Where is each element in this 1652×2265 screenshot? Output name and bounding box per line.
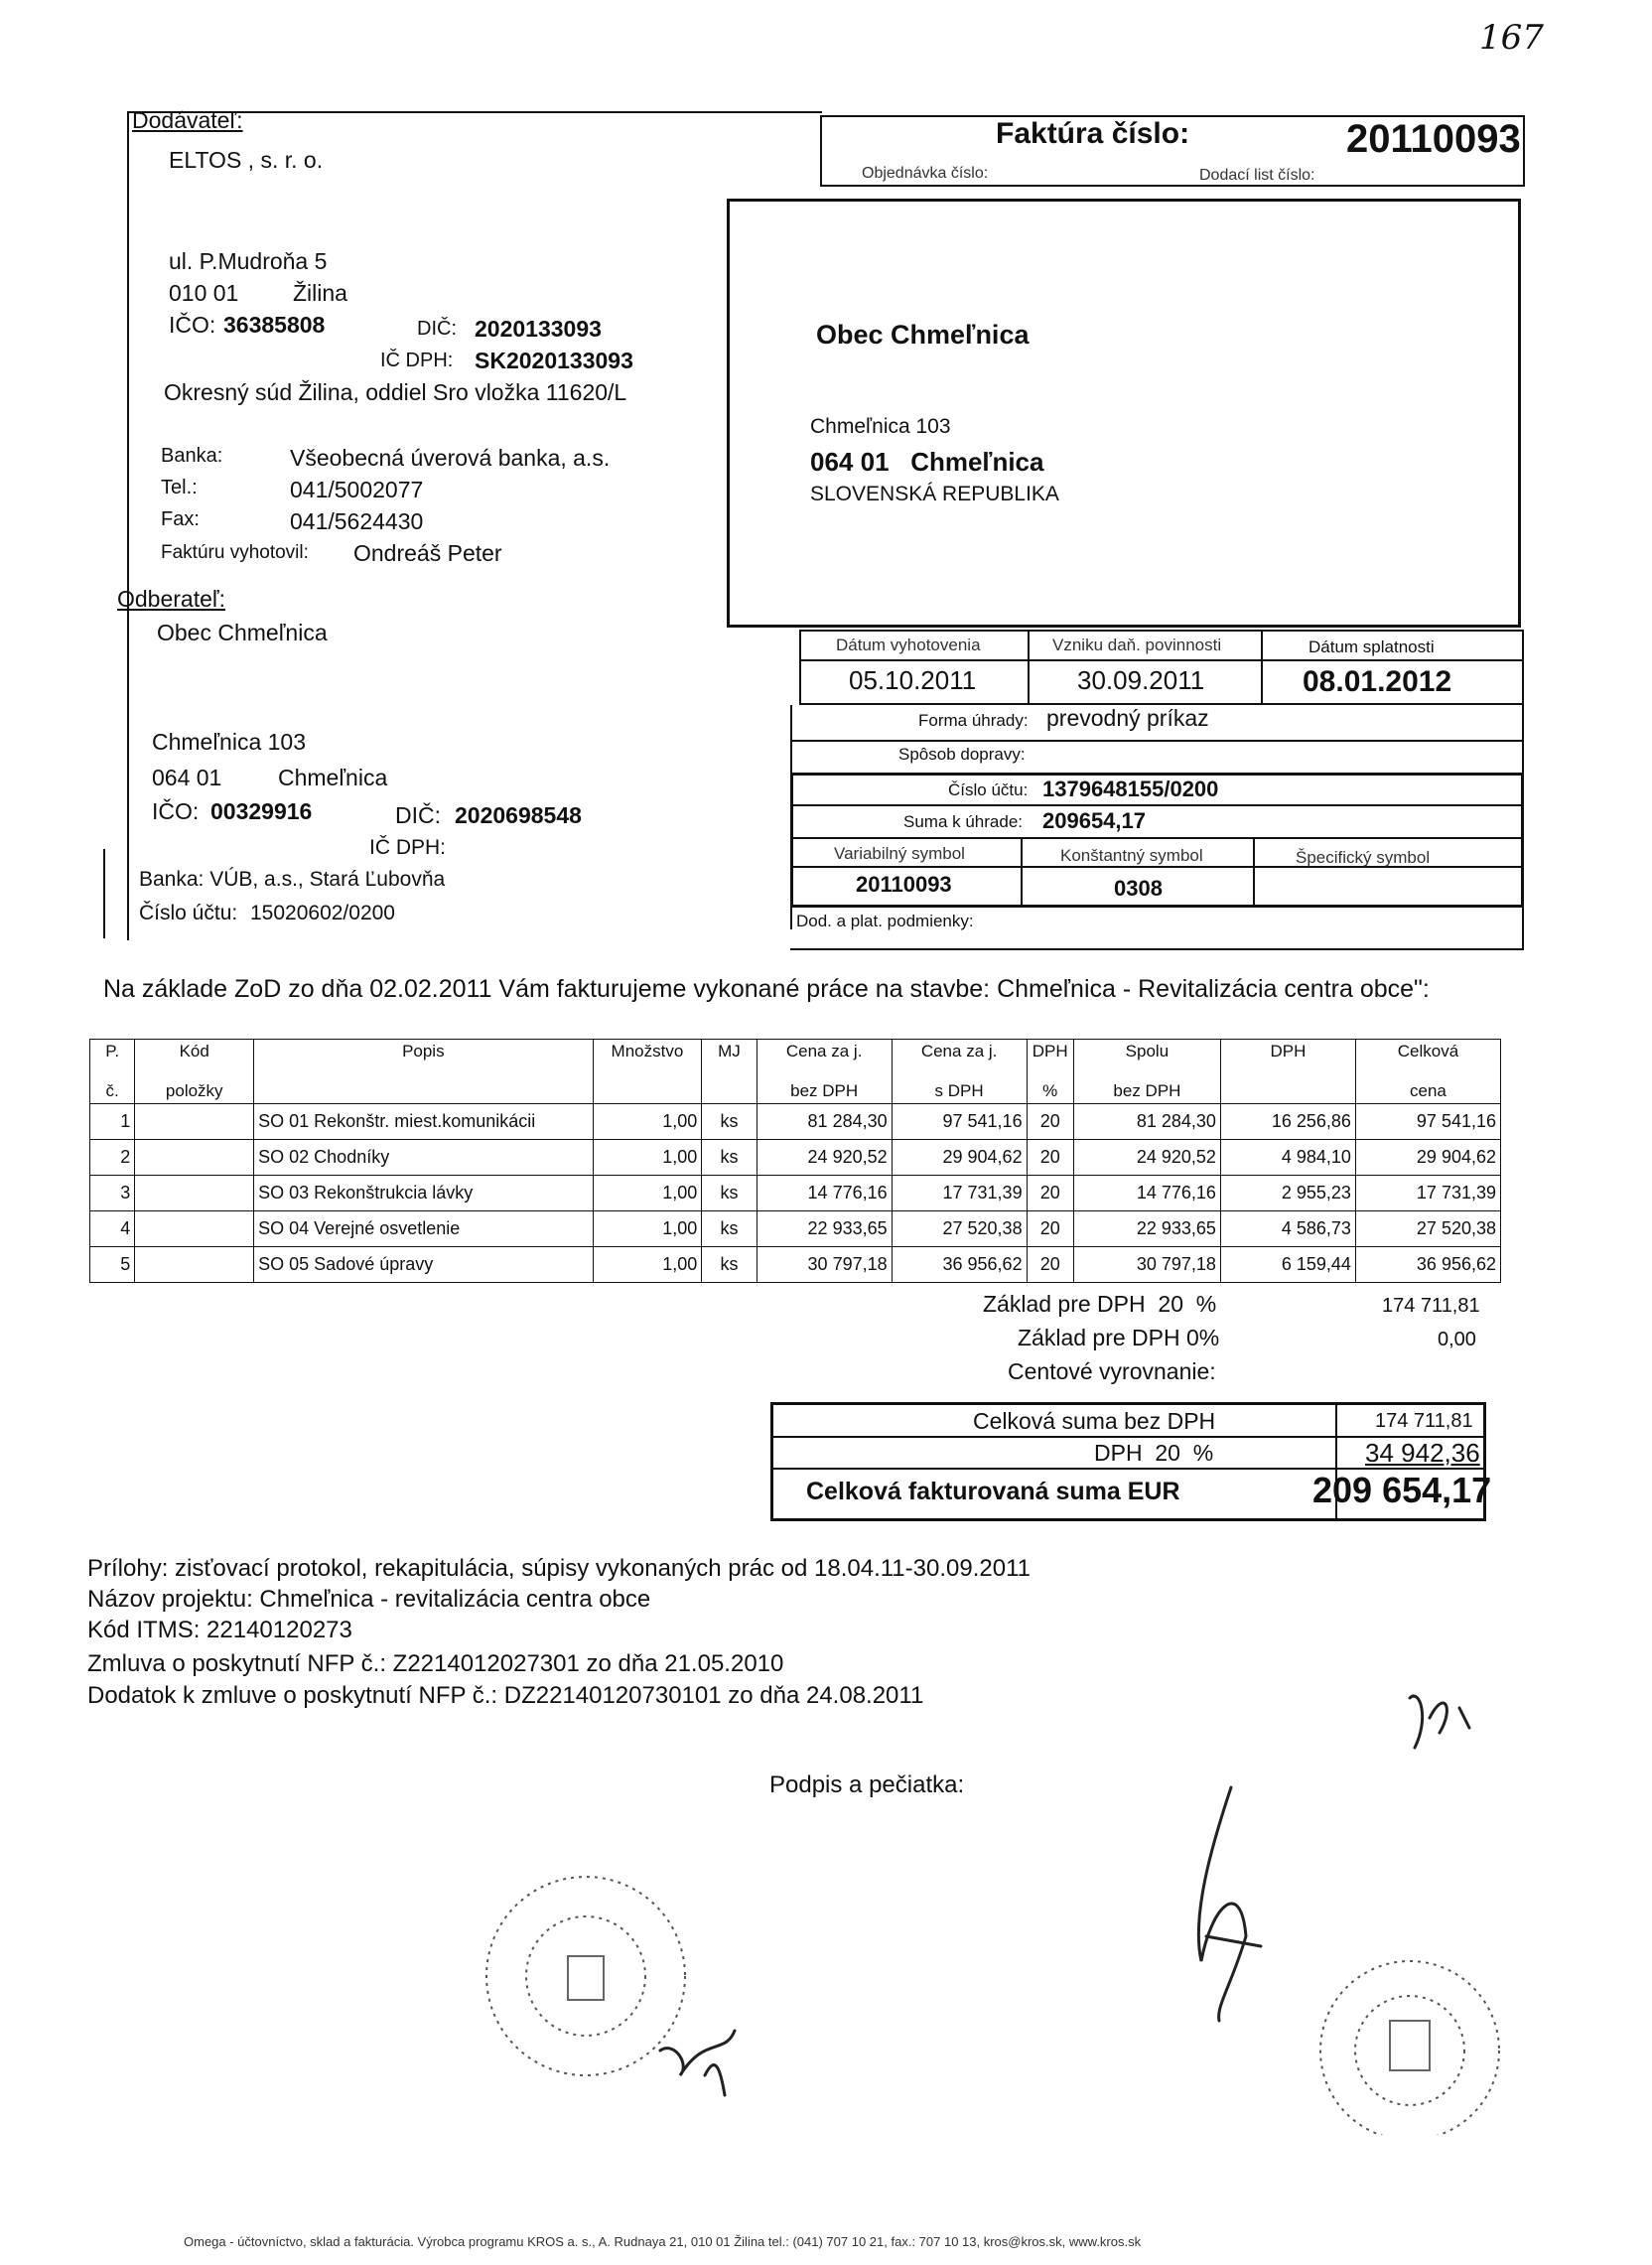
row-pct: 20 bbox=[1027, 1211, 1073, 1247]
main-signature bbox=[1198, 1787, 1261, 2021]
customer-ico-label: IČO: bbox=[152, 798, 200, 824]
row-celkova: 27 520,38 bbox=[1355, 1211, 1500, 1247]
signature-and-stamps bbox=[477, 1678, 1529, 2135]
row-cena-s: 29 904,62 bbox=[892, 1140, 1027, 1176]
payment-method-label: Forma úhrady: bbox=[918, 711, 1029, 730]
row-spolu: 24 920,52 bbox=[1073, 1140, 1220, 1176]
due-date-label: Dátum splatnosti bbox=[1308, 637, 1435, 656]
gross-label: Celková fakturovaná suma EUR bbox=[806, 1478, 1180, 1505]
customer-dic: 2020698548 bbox=[455, 802, 582, 828]
left-stamp-emblem bbox=[568, 1956, 604, 2000]
row-pct: 20 bbox=[1027, 1104, 1073, 1140]
row-p: 1 bbox=[90, 1104, 135, 1140]
row-popis: SO 01 Rekonštr. miest.komunikácii bbox=[254, 1104, 593, 1140]
supplier-name: ELTOS , s. r. o. bbox=[169, 147, 324, 173]
col-kod: Kód položky bbox=[135, 1040, 254, 1104]
due-date: 08.01.2012 bbox=[1303, 665, 1452, 698]
vat-value: 34 942,36 bbox=[1365, 1438, 1480, 1468]
page-mark: 167 bbox=[1479, 18, 1544, 58]
col-cena-bez: Cena za j. bez DPH bbox=[757, 1040, 892, 1104]
note-amendment: Dodatok k zmluve o poskytnutí NFP č.: DZ22140120730101 zo dňa 24.08.2011 bbox=[87, 1682, 924, 1709]
row-spolu: 14 776,16 bbox=[1073, 1176, 1220, 1211]
supplier-icdph-label: IČ DPH: bbox=[380, 350, 454, 371]
items-table bbox=[89, 1039, 1501, 1283]
order-label: Objednávka číslo: bbox=[862, 165, 989, 182]
customer-icdph-label: IČ DPH: bbox=[369, 836, 447, 859]
terms-label: Dod. a plat. podmienky: bbox=[796, 912, 974, 930]
net-label: Celková suma bez DPH bbox=[973, 1408, 1216, 1434]
customer-dic-label: DIČ: bbox=[395, 802, 441, 828]
recipient-zip-city: 064 01 Chmeľnica bbox=[810, 447, 1044, 477]
payment-method: prevodný príkaz bbox=[1046, 705, 1209, 731]
row-mnozstvo: 1,00 bbox=[593, 1104, 702, 1140]
table-row bbox=[90, 1104, 1501, 1140]
supplier-ico-label: IČO: bbox=[169, 312, 216, 338]
row-popis: SO 03 Rekonštrukcia lávky bbox=[254, 1176, 593, 1211]
dates-sep-v1 bbox=[1028, 630, 1030, 705]
row-pct: 20 bbox=[1027, 1247, 1073, 1283]
footer-software: Omega - účtovníctvo, sklad a fakturácia. Výrobca programu KROS a. s., A. Rudnaya 21, 010 01 Žilina tel.: (041) 707 10 21, fax.: 707 10 13, kros@kros.sk, www.kros.sk bbox=[184, 2234, 1142, 2249]
row-mj: ks bbox=[702, 1176, 757, 1211]
issue-date-label: Dátum vyhotovenia bbox=[836, 636, 981, 654]
base0-value: 0,00 bbox=[1438, 1329, 1476, 1350]
row-mj: ks bbox=[702, 1247, 757, 1283]
table-row bbox=[90, 1140, 1501, 1176]
row-mnozstvo: 1,00 bbox=[593, 1176, 702, 1211]
row-p: 5 bbox=[90, 1247, 135, 1283]
invoice-title: Faktúra číslo: bbox=[996, 117, 1190, 150]
row-mnozstvo: 1,00 bbox=[593, 1247, 702, 1283]
supplier-fax-label: Fax: bbox=[161, 508, 200, 530]
row-cena-bez: 14 776,16 bbox=[757, 1176, 892, 1211]
intro-text: Na základe ZoD zo dňa 02.02.2011 Vám fakturujeme vykonané práce na stavbe: Chmeľnica - Revitalizácia centra obce": bbox=[103, 975, 1430, 1003]
payment-sep-2 bbox=[790, 804, 1524, 806]
payment-frame-bottom bbox=[790, 948, 1524, 950]
customer-city: Chmeľnica bbox=[278, 765, 388, 790]
recipient-box bbox=[727, 199, 1521, 628]
row-cena-s: 17 731,39 bbox=[892, 1176, 1027, 1211]
row-cena-bez: 30 797,18 bbox=[757, 1247, 892, 1283]
row-mj: ks bbox=[702, 1140, 757, 1176]
row-kod bbox=[135, 1140, 254, 1176]
payment-sep-1 bbox=[790, 740, 1522, 742]
customer-ico: 00329916 bbox=[210, 798, 313, 824]
dates-sep-h bbox=[799, 659, 1524, 661]
customer-bank: Banka: VÚB, a.s., Stará Ľubovňa bbox=[139, 868, 446, 891]
col-cena-s: Cena za j. s DPH bbox=[892, 1040, 1027, 1104]
issue-date: 05.10.2011 bbox=[849, 665, 977, 695]
col-mj: MJ bbox=[702, 1040, 757, 1104]
row-mnozstvo: 1,00 bbox=[593, 1211, 702, 1247]
table-row bbox=[90, 1176, 1501, 1211]
supplier-street: ul. P.Mudroňa 5 bbox=[169, 248, 328, 274]
supplier-issued-by: Ondreáš Peter bbox=[353, 540, 502, 566]
row-cena-bez: 81 284,30 bbox=[757, 1104, 892, 1140]
row-pct: 20 bbox=[1027, 1140, 1073, 1176]
supplier-bank: Všeobecná úverová banka, a.s. bbox=[290, 445, 611, 471]
supplier-tel: 041/5002077 bbox=[290, 477, 424, 502]
row-cena-s: 97 541,16 bbox=[892, 1104, 1027, 1140]
col-popis: Popis bbox=[254, 1040, 593, 1104]
net-value: 174 711,81 bbox=[1375, 1410, 1473, 1432]
right-stamp bbox=[1320, 1961, 1499, 2135]
symbol-sep-v1 bbox=[1021, 837, 1023, 908]
shipping-label: Spôsob dopravy: bbox=[898, 745, 1026, 764]
row-kod bbox=[135, 1211, 254, 1247]
row-cena-s: 27 520,38 bbox=[892, 1211, 1027, 1247]
row-p: 2 bbox=[90, 1140, 135, 1176]
row-popis: SO 04 Verejné osvetlenie bbox=[254, 1211, 593, 1247]
note-attachments: Prílohy: zisťovací protokol, rekapitulácia, súpisy vykonaných prác od 18.04.11-30.09.2011 bbox=[87, 1555, 1031, 1582]
supplier-zip: 010 01 bbox=[169, 280, 239, 306]
note-contract: Zmluva o poskytnutí NFP č.: Z2214012027301 zo dňa 21.05.2010 bbox=[87, 1650, 784, 1677]
invoice-number: 20110093 bbox=[1346, 117, 1521, 161]
delivery-label: Dodací list číslo: bbox=[1199, 167, 1315, 184]
signature-label: Podpis a pečiatka: bbox=[769, 1771, 965, 1798]
recipient-name: Obec Chmeľnica bbox=[816, 320, 1030, 350]
col-celkova: Celková cena bbox=[1355, 1040, 1500, 1104]
supplier-tel-label: Tel.: bbox=[161, 477, 198, 498]
left-signature bbox=[660, 2031, 735, 2095]
col-spolu: Spolu bez DPH bbox=[1073, 1040, 1220, 1104]
row-kod bbox=[135, 1104, 254, 1140]
row-mj: ks bbox=[702, 1211, 757, 1247]
row-p: 4 bbox=[90, 1211, 135, 1247]
supplier-court: Okresný súd Žilina, oddiel Sro vložka 11620/L bbox=[164, 379, 627, 405]
row-celkova: 29 904,62 bbox=[1355, 1140, 1500, 1176]
row-dph: 2 955,23 bbox=[1220, 1176, 1355, 1211]
left-frame-left bbox=[127, 111, 129, 940]
gross-value: 209 654,17 bbox=[1312, 1470, 1492, 1510]
row-dph: 16 256,86 bbox=[1220, 1104, 1355, 1140]
tax-date-label: Vzniku daň. povinnosti bbox=[1052, 636, 1222, 654]
rounding-label: Centové vyrovnanie: bbox=[1008, 1358, 1216, 1384]
row-kod bbox=[135, 1247, 254, 1283]
customer-name: Obec Chmeľnica bbox=[157, 620, 328, 645]
supplier-city: Žilina bbox=[293, 280, 347, 306]
supplier-fax: 041/5624430 bbox=[290, 508, 424, 534]
recipient-country: SLOVENSKÁ REPUBLIKA bbox=[810, 483, 1059, 505]
table-row bbox=[90, 1211, 1501, 1247]
tax-date: 30.09.2011 bbox=[1077, 665, 1205, 695]
supplier-dic-label: DIČ: bbox=[417, 318, 457, 340]
recipient-street: Chmeľnica 103 bbox=[810, 415, 951, 438]
row-celkova: 97 541,16 bbox=[1355, 1104, 1500, 1140]
row-dph: 6 159,44 bbox=[1220, 1247, 1355, 1283]
ks-value: 0308 bbox=[1114, 876, 1163, 901]
symbol-sep-v2 bbox=[1253, 837, 1255, 908]
vs-value: 20110093 bbox=[856, 872, 952, 897]
row-mj: ks bbox=[702, 1104, 757, 1140]
col-dph-pct: DPH % bbox=[1027, 1040, 1073, 1104]
payment-account-label: Číslo účtu: bbox=[948, 780, 1029, 799]
col-dph: DPH bbox=[1220, 1040, 1355, 1104]
payment-amount-label: Suma k úhrade: bbox=[903, 812, 1024, 831]
left-stamp bbox=[486, 1877, 685, 2075]
row-popis: SO 05 Sadové úpravy bbox=[254, 1247, 593, 1283]
items-header-row bbox=[90, 1040, 1501, 1104]
dates-sep-v2 bbox=[1261, 630, 1263, 705]
row-dph: 4 984,10 bbox=[1220, 1140, 1355, 1176]
row-popis: SO 02 Chodníky bbox=[254, 1140, 593, 1176]
customer-heading: Odberateľ: bbox=[117, 586, 225, 612]
row-kod bbox=[135, 1176, 254, 1211]
supplier-ico: 36385808 bbox=[223, 312, 326, 338]
supplier-bank-label: Banka: bbox=[161, 445, 223, 467]
row-celkova: 17 731,39 bbox=[1355, 1176, 1500, 1211]
payment-amount: 209654,17 bbox=[1042, 808, 1146, 833]
table-row bbox=[90, 1247, 1501, 1283]
col-mnozstvo: Množstvo bbox=[593, 1040, 702, 1104]
row-spolu: 22 933,65 bbox=[1073, 1211, 1220, 1247]
vs-label: Variabilný symbol bbox=[834, 844, 965, 863]
payment-account: 1379648155/0200 bbox=[1042, 777, 1219, 801]
row-celkova: 36 956,62 bbox=[1355, 1247, 1500, 1283]
supplier-dic: 2020133093 bbox=[475, 316, 602, 342]
row-cena-bez: 24 920,52 bbox=[757, 1140, 892, 1176]
row-mnozstvo: 1,00 bbox=[593, 1140, 702, 1176]
top-right-initials bbox=[1410, 1696, 1469, 1748]
note-itms: Kód ITMS: 22140120273 bbox=[87, 1617, 352, 1643]
col-p: P. č. bbox=[90, 1040, 135, 1104]
vat-label: DPH 20 % bbox=[1094, 1440, 1214, 1466]
customer-street: Chmeľnica 103 bbox=[152, 729, 307, 755]
row-dph: 4 586,73 bbox=[1220, 1211, 1355, 1247]
row-cena-s: 36 956,62 bbox=[892, 1247, 1027, 1283]
payment-sep-3 bbox=[790, 837, 1524, 839]
base20-value: 174 711,81 bbox=[1382, 1295, 1480, 1317]
supplier-icdph: SK2020133093 bbox=[475, 348, 633, 373]
left-frame-left-lower bbox=[103, 849, 105, 938]
row-pct: 20 bbox=[1027, 1176, 1073, 1211]
ss-label: Špecifický symbol bbox=[1296, 848, 1431, 867]
supplier-heading: Dodávateľ: bbox=[132, 107, 243, 133]
customer-account: 15020602/0200 bbox=[250, 902, 395, 924]
customer-account-label: Číslo účtu: bbox=[139, 902, 238, 924]
right-stamp-emblem bbox=[1390, 2021, 1430, 2070]
row-p: 3 bbox=[90, 1176, 135, 1211]
ks-label: Konštantný symbol bbox=[1060, 846, 1203, 865]
row-cena-bez: 22 933,65 bbox=[757, 1211, 892, 1247]
base0-label: Základ pre DPH 0% bbox=[1018, 1325, 1220, 1350]
row-spolu: 30 797,18 bbox=[1073, 1247, 1220, 1283]
supplier-issued-by-label: Faktúru vyhotovil: bbox=[161, 542, 309, 563]
note-project: Názov projektu: Chmeľnica - revitalizácia centra obce bbox=[87, 1586, 651, 1613]
base20-label: Základ pre DPH 20 % bbox=[983, 1291, 1217, 1317]
customer-zip: 064 01 bbox=[152, 765, 222, 790]
row-spolu: 81 284,30 bbox=[1073, 1104, 1220, 1140]
